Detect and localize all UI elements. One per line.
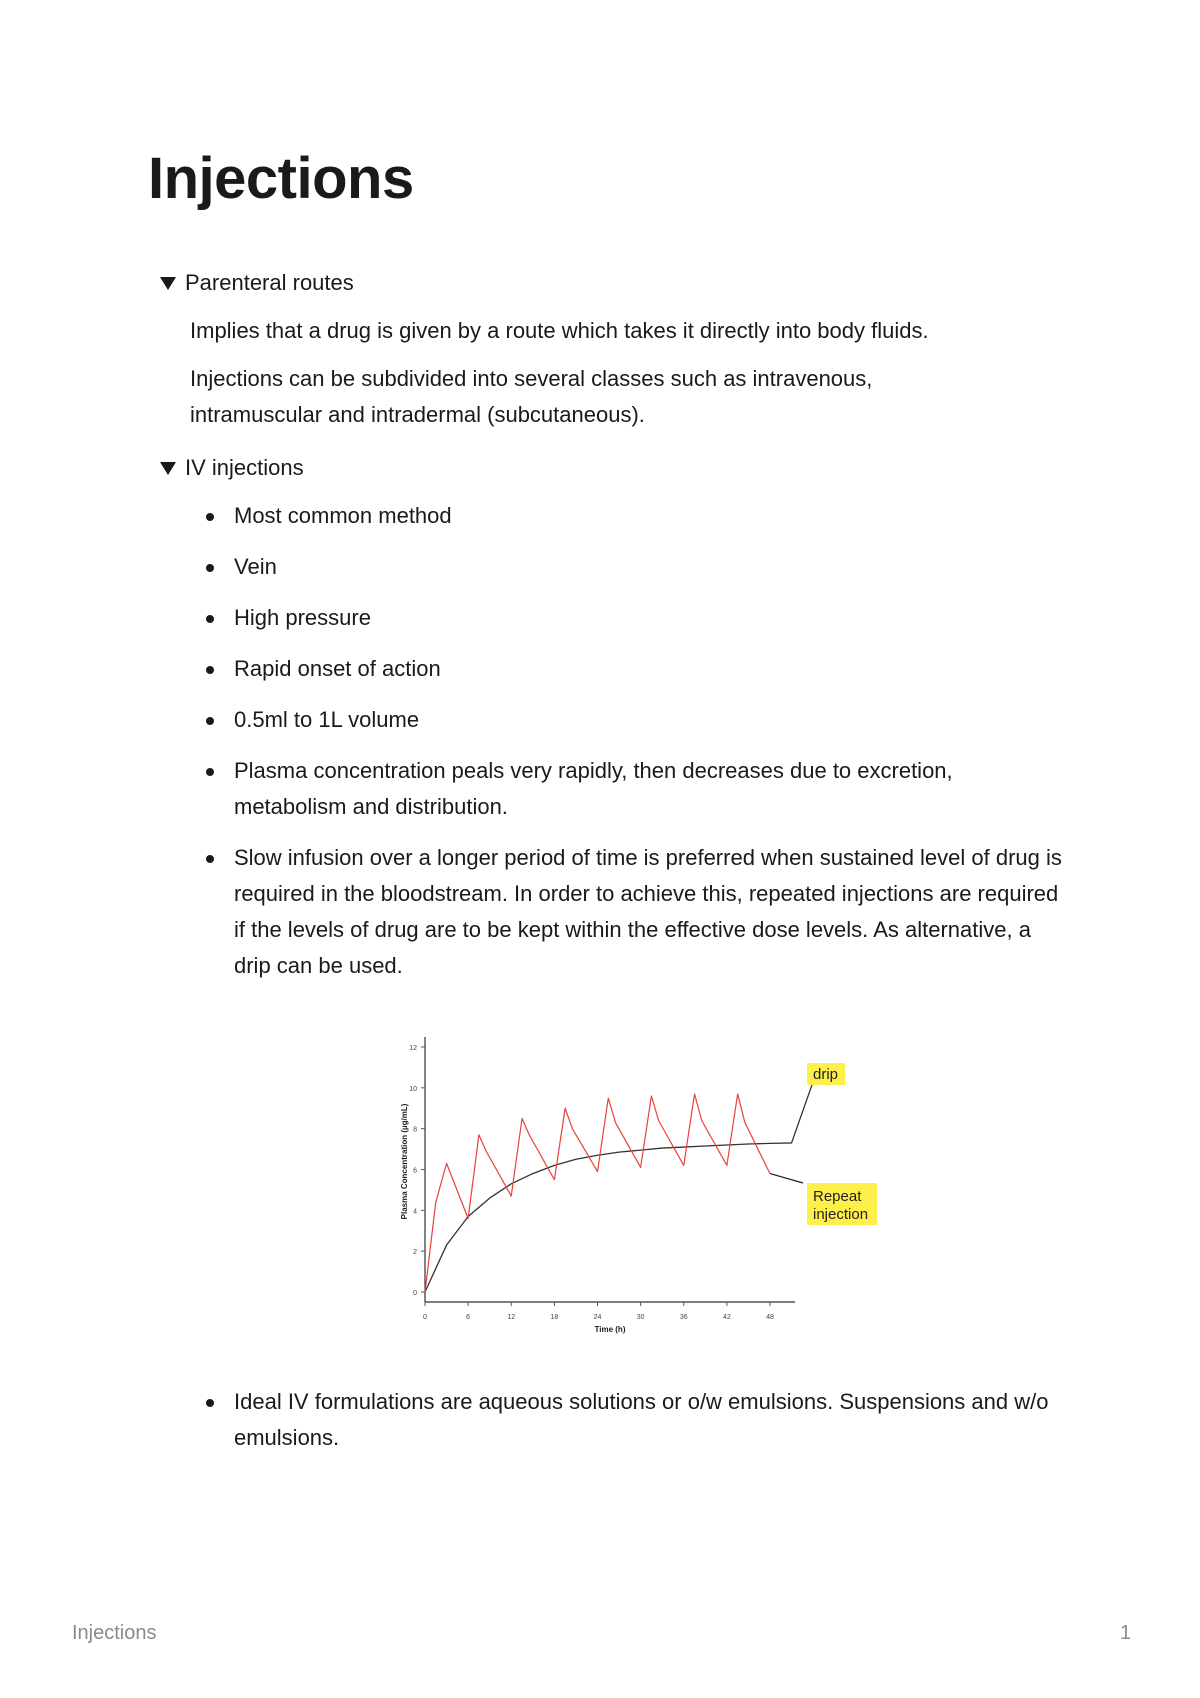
page-number: 1 [1120,1622,1132,1644]
bullet-icon [206,564,214,572]
y-axis-label: Plasma Concentration (µg/mL) [400,1103,409,1220]
y-tick-label: 10 [409,1085,417,1093]
list-item: Plasma concentration peals very rapidly, then decreases due to excretion, metabolism and distribution. [190,753,1070,825]
list-item: High pressure [190,600,1070,636]
y-tick-label: 6 [413,1167,417,1175]
x-tick-label: 0 [423,1314,427,1321]
x-axis-label: Time (h) [594,1325,626,1334]
annotation-drip: drip [813,1066,839,1083]
bullet-icon [206,615,214,623]
bullet-icon [206,666,214,674]
y-tick-label: 12 [409,1045,417,1052]
x-tick-label: 48 [766,1314,774,1321]
paragraph: Implies that a drug is given by a route which takes it directly into body fluids. [190,318,929,343]
paragraph: Injections can be subdivided into several classes such as intravenous, intramuscular and intradermal (subcutaneous). [190,366,873,427]
toggle-iv-injections[interactable] [160,457,304,479]
list-item: Rapid onset of action [190,651,1070,687]
page-title: Injections [148,146,414,211]
bullet-icon [206,1399,214,1407]
x-tick-label: 30 [636,1314,645,1321]
series-line-drip [425,1082,813,1292]
series-line-repeat-injection [425,1094,770,1292]
annotation-line: injection [813,1206,869,1223]
footer-title: Injections [72,1622,157,1644]
list-item: 0.5ml to 1L volume [190,702,1070,738]
annotation-repeat-injection [813,1188,868,1223]
y-tick-label: 8 [413,1126,417,1134]
annotation-line: Repeat [813,1188,862,1205]
x-tick-label: 12 [507,1314,516,1321]
iv-bullet-list-continued [190,1384,1070,1456]
triangle-down-icon[interactable] [160,462,176,475]
toggle-parenteral-routes[interactable] [160,272,354,294]
y-tick-label: 4 [413,1208,417,1216]
triangle-down-icon[interactable] [160,277,176,290]
list-item: Most common method [190,498,1070,534]
x-tick-label: 42 [722,1314,731,1321]
toggle-heading: IV injections [185,455,304,480]
plasma-concentration-chart [395,1025,935,1345]
list-item: Ideal IV formulations are aqueous solutions or o/w emulsions. Suspensions and w/o emulsions. [190,1384,1070,1456]
x-tick-label: 36 [679,1314,688,1321]
list-item: Vein [190,549,1070,585]
x-tick-label: 18 [550,1314,559,1321]
pointer-repeat-injection [770,1174,803,1183]
y-tick-label: 0 [413,1290,417,1297]
list-item: Slow infusion over a longer period of time is preferred when sustained level of drug is required in the bloodstream. In order to achieve this, repeated injections are required if the levels of drug are to be kept within the effective dose levels. As alternative, a drip can be used. [190,840,1070,984]
bullet-icon [206,768,214,776]
x-tick-label: 24 [593,1314,602,1321]
x-tick-label: 6 [466,1314,471,1321]
bullet-icon [206,717,214,725]
y-tick-label: 2 [413,1249,417,1257]
bullet-icon [206,513,214,521]
bullet-icon [206,855,214,863]
toggle-heading: Parenteral routes [185,270,354,295]
iv-bullet-list [190,498,1070,999]
